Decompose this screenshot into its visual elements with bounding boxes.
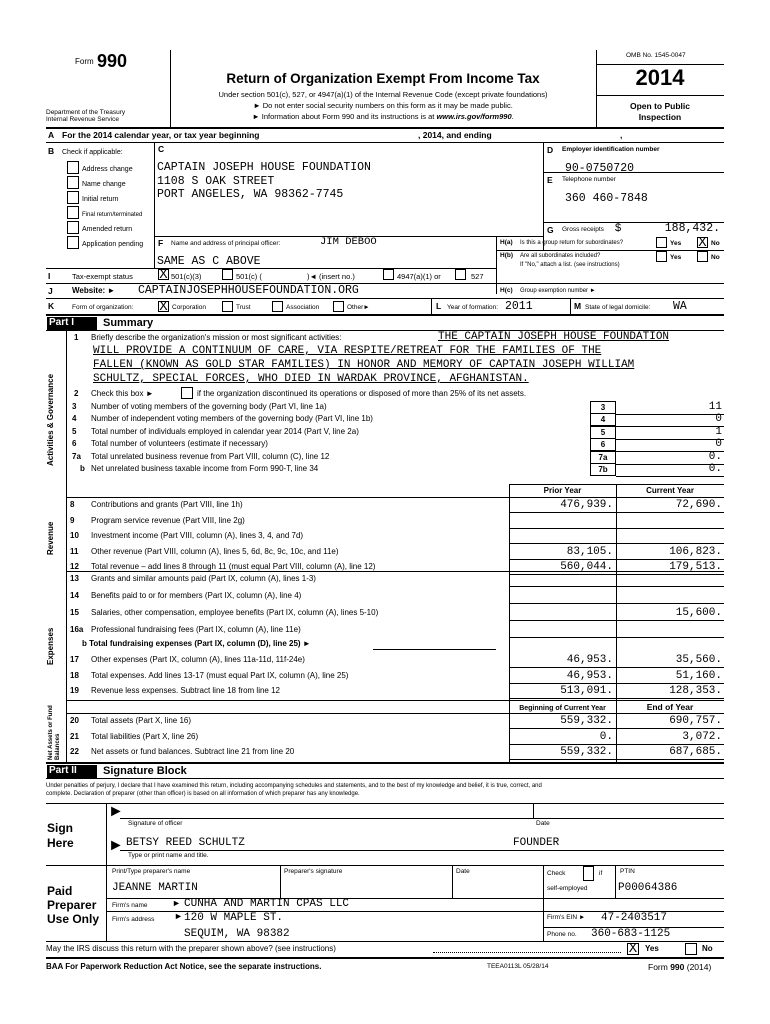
- mission-line-3: FALLEN (KNOWN AS GOLD STAR FAMILIES) IN HONOR AND MEMORY OF CAPTAIN JOSEPH WILLIAM: [93, 359, 635, 371]
- other-checkbox[interactable]: [333, 301, 344, 312]
- line-text: Total revenue – add lines 8 through 11 (must equal Part VIII, column (A), line 12): [91, 562, 376, 571]
- firm-name: CUNHA AND MARTIN CPAS LLC: [184, 898, 350, 910]
- line-text: Other revenue (Part VIII, column (A), lines 5, 6d, 8c, 9c, 10c, and 11e): [91, 547, 339, 556]
- amended-return-checkbox[interactable]: [67, 221, 79, 234]
- line-number: 12: [70, 562, 79, 571]
- line-text: Benefits paid to or for members (Part IX, column (A), line 4): [91, 591, 302, 600]
- status-501c3-checkbox[interactable]: X: [159, 267, 168, 283]
- sign-arrow-1: ►: [108, 803, 124, 820]
- prior-value: 476,939.: [560, 499, 613, 511]
- row-a-text: For the 2014 calendar year, or tax year beginning: [62, 130, 260, 140]
- discuss-no-checkbox[interactable]: [685, 943, 697, 955]
- check-if-applicable: Check if applicable:: [62, 149, 123, 156]
- state-domicile-value: WA: [673, 300, 687, 313]
- org-city: PORT ANGELES, WA 98362-7745: [157, 188, 344, 201]
- prior-value: 560,044.: [560, 561, 613, 573]
- gross-receipts-label: Gross receipts: [562, 226, 604, 233]
- form-990-page: Form 990 Return of Organization Exempt From Income Tax Under section 501(c), 527, or 4947(a)(1) of the Internal Revenue Code (except private foundations) ► Do not enter social security numbers on this form as it may be made public. ► Information about Form 990 and its instructions is at www.irs.gov/form990. Department of the Treasury Internal Revenue Service OMB No. 1545-0047 2014 Open to Public Inspection A For the 2014 calendar year, or tax year beginning , 2014, and ending , B Check if applicable: Address change Name change Initial return Final return/terminated Amended return Application pending C CAPTAIN JOSEPH HOUSE FOUNDATION 1108 S OAK STREET PORT ANGELES, WA 98362-7745 D Employer identification number 90-0750720 E Telephone number 360 460-7848 G Gross receipts $ 188,432. F Name and address of principal officer: JIM DEBOO SAME AS C ABOVE H(a) Is this a group return for subordinates? Yes X No H(b) Are all subordinates included? If "No," attach a list. (see instructions) Yes No I Tax-exempt status X 501(c)(3) 501(c) ( )◄ (insert no.) 4947(a)(1) or 527 J Website: ► CAPTAINJOSEPHHOUSEFOUNDATION.ORG H(c) Group exemption number ► K Form of organization: X Corporation Trust Association Other► L Year of formation: 2011 M State of legal domicile: WA Part I Summary Activities & Governance Revenue Expenses Net Assets or Fund Balances 1 Briefly describe the organization's mission or most significant activities: THE CAPTAIN JOSEPH HOUSE FOUNDATION WILL PROVIDE A CONTINUUM OF CARE, VIA RESPITE/RETREAT FOR THE FAMILIES OF THE FALLEN (KNOWN AS GOLD STAR FAMILIES) IN HONOR AND MEMORY OF CAPTAIN JOSEPH WILLIAM SCHULTZ, SPECIAL FORCES, WHO DIED IN WARDAK PROVINCE, AFGHANISTAN. 2 Check this box ► if the organization discontinued its operations or disposed of more than 25% of its net assets. 3 Number of voting members of the governing body (Part VI, line 1a) 3 11 4 Number of independent voting members of the governing body (Part VI, line 1b) 4 0 5 Total number of individuals employed in calendar year 2014 (Part V, line 2a) 5 1 6 Total number of volunteers (estimate if necessary) 6 0 7a Total unrelated business revenue from Part VIII, column (C), line 12 7a 0. b Net unrelated business taxable income from Form 990-T, line 34 7b 0. Prior Year Current Year 8 Contributions and grants (Part VIII, line 1h) 476,939. 72,690. 9 Program service revenue (Part VIII, line 2g) 10 Investment income (Part VIII, column (A), lines 3, 4, and 7d) 11 Other revenue (Part VIII, column (A), lines 5, 6d, 8c, 9c, 10c, and 11e) 83,105. 106,823. 12 Total revenue – add lines 8 through 11 (must equal Part VIII, column (A), line 12) 560,044. 179,513. 13 Grants and similar amounts paid (Part IX, column (A), lines 1-3) 14 Benefits paid to or for members (Part IX, column (A), line 4) 15 Salaries, other compensation, employee benefits (Part IX, column (A), lines 5-10) 15,600. 16a Professional fundraising fees (Part IX, column (A), line 11e) 17 Other expenses (Part IX, column (A), lines 11a-11d, 11f-24e) 46,953. 35,560. 18 Total expenses. Add lines 13-17 (must equal Part IX, column (A), line 25) 46,953. 51,160. 19 Revenue less expenses. Subtract line 18 from line 12 513,091. 128,353. 20 Total assets (Part X, line 16) 559,332. 690,757. 21 Total liabilities (Part X, line 26) 0. 3,072. 22 Net assets or fund balances. Subtract line 21 from line 20 559,332. 687,685. b Total fundraising expenses (Part IX, column (D), line 25) ► Beginning of Current Year End of Year Part II Signature Block Under penalties of perjury, I declare that I have examined this return, including accompanying schedules and statements, and to the best of my knowledge and belief, it is true, correct, and complete. Declaration of preparer (other than officer) is based on all information of which preparer has any knowledge. Sign Here ► Signature of officer Date ► BETSY REED SCHULTZ FOUNDER Type or print name and title. Paid Preparer Use Only Print/Type preparer's name Preparer's signature Date Check if self-employed PTIN JEANNE MARTIN P00064386 Firm's name ► CUNHA AND MARTIN CPAS LLC Firm's EIN ► 47-2403517 Firm's address ► 120 W MAPLE ST. SEQUIM, WA 98382 Phone no. 360-683-1125 May the IRS discuss this return with the preparer shown above? (see instructions) X Yes No BAA For Paperwork Reduction Act Notice, see the separate instructions. TEEA0113L 05/28/14 Form 990 (2014): [46, 51, 722, 972]
- perjury-text-1: Under penalties of perjury, I declare that I have examined this return, including accompanying schedules and statements, and to the best of my knowledge and belief, it is true, correct, and: [46, 783, 542, 789]
- form-subtitle-2: ► Do not enter social security numbers on this form as it may be made public.: [253, 101, 513, 110]
- irs-name: Internal Revenue Service: [46, 116, 119, 123]
- preparer-name: JEANNE MARTIN: [112, 882, 198, 894]
- tax-year: 2014: [635, 65, 685, 90]
- part1-tag: Part I: [47, 317, 97, 330]
- line-number: 3: [72, 402, 77, 411]
- signer-title: FOUNDER: [513, 837, 560, 849]
- line-number: 18: [70, 671, 79, 680]
- firm-address-2: SEQUIM, WA 98382: [184, 928, 290, 940]
- prior-year-header: Prior Year: [543, 486, 582, 495]
- phone-label: Telephone number: [562, 176, 616, 183]
- line-number: 14: [70, 591, 79, 600]
- phone-value: 360 460-7848: [565, 192, 648, 205]
- line-text: Number of voting members of the governing body (Part VI, line 1a): [91, 402, 327, 411]
- line-text: Professional fundraising fees (Part IX, column (A), line 11e): [91, 625, 301, 634]
- discontinued-checkbox[interactable]: [181, 387, 193, 399]
- line-number: 13: [70, 574, 79, 583]
- current-value: 51,160.: [675, 670, 722, 682]
- part1-title: Summary: [103, 317, 154, 329]
- current-value: 35,560.: [675, 654, 722, 666]
- side-activities: Activities & Governance: [46, 373, 55, 466]
- line-number: 7a: [72, 452, 81, 461]
- footer-code: TEEA0113L 05/28/14: [487, 963, 549, 970]
- open-public-2: Inspection: [638, 112, 682, 122]
- line-box: 4: [590, 413, 616, 426]
- subordinates-yes-checkbox[interactable]: [656, 251, 667, 262]
- line-number: 11: [70, 547, 79, 556]
- line-box: 6: [590, 438, 616, 451]
- line-text: Total assets (Part X, line 16): [91, 716, 192, 725]
- current-value: 687,685.: [669, 746, 722, 758]
- name-change-checkbox[interactable]: [67, 176, 79, 189]
- mission-line-2: WILL PROVIDE A CONTINUUM OF CARE, VIA RESPITE/RETREAT FOR THE FAMILIES OF THE: [93, 345, 602, 357]
- form-subtitle-1: Under section 501(c), 527, or 4947(a)(1) of the Internal Revenue Code (except private foundations): [218, 90, 548, 99]
- line-number: 16a: [70, 625, 84, 634]
- side-expenses: Expenses: [46, 627, 55, 665]
- self-employed-checkbox[interactable]: [583, 866, 594, 881]
- end-year-header: End of Year: [646, 702, 694, 712]
- line-text: Other expenses (Part IX, column (A), lines 11a-11d, 11f-24e): [91, 655, 305, 664]
- line-number: 22: [70, 747, 79, 756]
- current-value: 128,353.: [669, 685, 722, 697]
- year-formation-value: 2011: [505, 300, 533, 313]
- line-value: 0: [715, 438, 722, 450]
- line-text: Grants and similar amounts paid (Part IX, column (A), lines 1-3): [91, 574, 316, 583]
- current-value: 106,823.: [669, 546, 722, 558]
- sign-arrow-2: ►: [108, 837, 124, 854]
- final-return-checkbox[interactable]: [67, 206, 79, 219]
- current-value: 179,513.: [669, 561, 722, 573]
- ptin-value: P00064386: [618, 882, 678, 894]
- website-value[interactable]: CAPTAINJOSEPHHOUSEFOUNDATION.ORG: [138, 284, 359, 297]
- line-number: 19: [70, 686, 79, 695]
- tax-exempt-label: Tax-exempt status: [72, 272, 133, 281]
- line-text: Contributions and grants (Part VIII, line 1h): [91, 500, 243, 509]
- org-street: 1108 S OAK STREET: [157, 175, 275, 188]
- line-text: Revenue less expenses. Subtract line 18 from line 12: [91, 686, 280, 695]
- open-public-1: Open to Public: [630, 101, 690, 111]
- signer-name: BETSY REED SCHULTZ: [126, 837, 245, 849]
- prior-value: 46,953.: [566, 670, 613, 682]
- association-checkbox[interactable]: [272, 301, 283, 312]
- line-text: Total liabilities (Part X, line 26): [91, 732, 199, 741]
- year-formation-label: Year of formation:: [447, 304, 499, 311]
- line16b-text: b Total fundraising expenses (Part IX, column (D), line 25) ►: [82, 639, 311, 648]
- group-return-yes-checkbox[interactable]: [656, 237, 667, 248]
- group-return-label: Is this a group return for subordinates?: [520, 240, 624, 246]
- corporation-checkbox[interactable]: X: [159, 299, 168, 315]
- discuss-yes-checkbox[interactable]: X: [628, 941, 638, 957]
- line-text: Total number of individuals employed in calendar year 2014 (Part V, line 2a): [91, 427, 359, 436]
- line-text: Total expenses. Add lines 13-17 (must equal Part IX, column (A), line 25): [91, 671, 349, 680]
- line-box: 3: [590, 401, 616, 414]
- line-box: 7b: [590, 463, 616, 476]
- line-number: 8: [70, 500, 75, 509]
- line-text: Net unrelated business taxable income from Form 990-T, line 34: [91, 464, 319, 473]
- side-net-assets: Net Assets or Fund Balances: [48, 705, 61, 760]
- line-text: Program service revenue (Part VIII, line 2g): [91, 516, 245, 525]
- prior-value: 559,332.: [560, 746, 613, 758]
- line-text: Investment income (Part VIII, column (A), lines 3, 4, and 7d): [91, 531, 304, 540]
- current-value: 72,690.: [675, 499, 722, 511]
- part2-tag: Part II: [47, 765, 97, 778]
- perjury-text-2: complete. Declaration of preparer (other than officer) is based on all information of which preparer has any knowledge.: [46, 791, 360, 797]
- prior-value: 559,332.: [560, 715, 613, 727]
- beg-year-header: Beginning of Current Year: [519, 705, 606, 712]
- current-year-header: Current Year: [646, 486, 694, 495]
- status-501c-checkbox[interactable]: [222, 269, 233, 280]
- gross-receipts-value: 188,432.: [664, 222, 720, 235]
- principal-officer-name: JIM DEBOO: [320, 236, 377, 248]
- line-value: 0.: [708, 451, 722, 463]
- line-text: Total unrelated business revenue from Part VIII, column (C), line 12: [91, 452, 330, 461]
- row-a-ending: , 2014, and ending: [418, 130, 492, 140]
- footer-form: Form 990 (2014): [648, 962, 712, 972]
- line-number: 21: [70, 732, 79, 741]
- current-value: 690,757.: [669, 715, 722, 727]
- state-domicile-label: State of legal domicile:: [585, 304, 651, 311]
- prior-value: 46,953.: [566, 654, 613, 666]
- officer-address: SAME AS C ABOVE: [157, 255, 261, 268]
- line-text: Net assets or fund balances. Subtract line 21 from line 20: [91, 747, 295, 756]
- part2-title: Signature Block: [103, 765, 187, 777]
- mission-line-4: SCHULTZ, SPECIAL FORCES, WHO DIED IN WARDAK PROVINCE, AFGHANISTAN.: [93, 373, 529, 385]
- org-name: CAPTAIN JOSEPH HOUSE FOUNDATION: [157, 161, 371, 174]
- line-box: 5: [590, 426, 616, 439]
- omb-number: OMB No. 1545-0047: [626, 52, 686, 59]
- line-number: b: [80, 464, 85, 473]
- subordinates-no-checkbox[interactable]: [697, 251, 708, 262]
- line-number: 5: [72, 427, 77, 436]
- ein-value: 90-0750720: [565, 162, 635, 175]
- org-form-label: Form of organization:: [72, 304, 134, 311]
- side-revenue: Revenue: [46, 521, 55, 555]
- prior-value: 0.: [599, 731, 613, 743]
- line-number: 10: [70, 531, 79, 540]
- line-number: 17: [70, 655, 79, 664]
- row-a-label: A: [48, 130, 55, 140]
- line1-text: Briefly describe the organization's mission or most significant activities:: [91, 333, 342, 342]
- line-box: 7a: [590, 451, 616, 464]
- application-pending-checkbox[interactable]: [67, 236, 79, 249]
- line-value: 11: [708, 401, 722, 413]
- line-number: 20: [70, 716, 79, 725]
- form-subtitle-3: ► Information about Form 990 and its instructions is at www.irs.gov/form990.: [252, 112, 514, 121]
- firm-address-1: 120 W MAPLE ST.: [184, 912, 284, 924]
- line-text: Number of independent voting members of the governing body (Part VI, line 1b): [91, 414, 373, 423]
- firm-ein: 47-2403517: [601, 912, 668, 924]
- footer-paperwork: BAA For Paperwork Reduction Act Notice, see the separate instructions.: [46, 962, 322, 971]
- address-change-checkbox[interactable]: [67, 161, 79, 174]
- line-number: 4: [72, 414, 77, 423]
- group-return-no-checkbox[interactable]: X: [698, 235, 707, 251]
- line-text: Total number of volunteers (estimate if necessary): [91, 439, 268, 448]
- line-number: 6: [72, 439, 77, 448]
- status-527-checkbox[interactable]: [455, 269, 466, 280]
- dept-treasury: Department of the Treasury: [46, 109, 126, 116]
- initial-return-checkbox[interactable]: [67, 191, 79, 204]
- trust-checkbox[interactable]: [222, 301, 233, 312]
- prior-value: 83,105.: [566, 546, 613, 558]
- line-value: 1: [715, 426, 722, 438]
- subordinates-label: Are all subordinates included?: [520, 253, 601, 259]
- form-label: Form: [75, 57, 94, 66]
- current-value: 15,600.: [675, 607, 722, 619]
- line-number: 15: [70, 608, 79, 617]
- irs-link[interactable]: www.irs.gov/form990: [436, 112, 512, 121]
- form-number: 990: [97, 51, 128, 71]
- line-value: 0: [715, 413, 722, 425]
- current-value: 3,072.: [682, 731, 722, 743]
- principal-officer-label: Name and address of principal officer:: [171, 240, 281, 247]
- form-title: Return of Organization Exempt From Income Tax: [226, 71, 540, 86]
- discuss-text: May the IRS discuss this return with the preparer shown above? (see instructions): [46, 944, 336, 953]
- group-exemption-label: Group exemption number ►: [520, 288, 596, 294]
- line-text: Salaries, other compensation, employee benefits (Part IX, column (A), lines 5-10): [91, 608, 379, 617]
- ein-label: Employer identification number: [562, 146, 660, 153]
- line-number: 9: [70, 516, 75, 525]
- line-value: 0.: [708, 463, 722, 475]
- prior-value: 513,091.: [560, 685, 613, 697]
- firm-phone: 360-683-1125: [591, 928, 671, 940]
- mission-line-1: THE CAPTAIN JOSEPH HOUSE FOUNDATION: [438, 331, 670, 343]
- status-4947-checkbox[interactable]: [383, 269, 394, 280]
